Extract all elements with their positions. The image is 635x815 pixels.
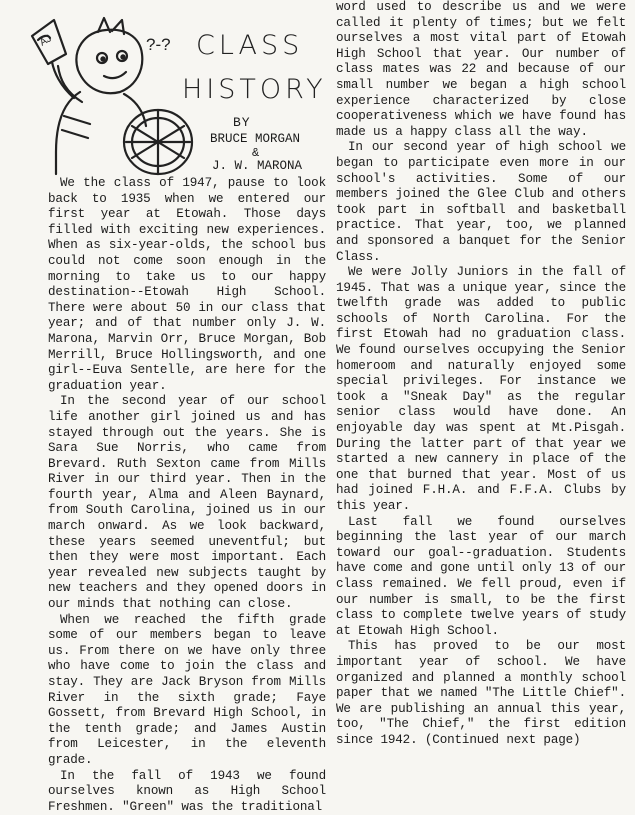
author-ampersand: & <box>252 146 260 160</box>
title-line-2: HISTORY <box>182 74 327 105</box>
paragraph: We the class of 1947, pause to look back to 1935 when we entered our first year at Etowah. Those days filled with exciting new experiences. When as six-year-olds, the school bus could not come soon enough in the morning to take us to our happy destination--Etowah High School. There were about 50 in our class that year; and of that number only J. W. Marona, Marvin Orr, Bruce Morgan, Bob Merrill, Bruce Hollingsworth, and one girl--Euva Sentelle, are here for the graduation year. <box>48 176 326 393</box>
title-line-1: CLASS <box>196 30 304 61</box>
paragraph: When we reached the fifth grade some of our members began to leave us. From there on we have only three who have come to join the class and stay. They are Jack Bryson from Mills River in the sixth grade; Faye Gossett, from Brevard High School, in the tenth grade; and James Austin from Leicester, in the eleventh grade. <box>48 612 326 767</box>
paragraph: This has proved to be our most important year of school. We have organized and planned a monthly school paper that we named "The Little Chief". We are publishing an annual this year, too, "The Chief," the first edition since 1942. (Continued next page) <box>336 639 626 747</box>
chief-mascot-drawing <box>20 6 200 178</box>
author-bruce-morgan: BRUCE MORGAN <box>210 132 301 146</box>
paragraph: In our second year of high school we began to participate even more in our school's activities. Some of our members joined the Glee Club and others took part in softball and basketball practice. That year, too, we planned and sponsored a banquet for the Senior Class. <box>336 140 626 264</box>
paragraph: In the second year of our school life another girl joined us and has stayed through out the years. She is Sara Sue Norris, who came from Brevard. Ruth Sexton came from Mills River in our third year. Then in the fourth year, Alma and Aleen Baynard, from South Carolina, joined us in our march onward. As we look backward, these years seemed uneventful; but then they were most important. Each year revealed new subjects taught by new teachers and they opened doors in our minds that nothing can close. <box>48 394 326 612</box>
title-block <box>0 0 335 178</box>
left-column <box>48 176 326 815</box>
right-column <box>336 0 626 749</box>
byline-by: BY <box>233 115 251 130</box>
author-jw-marona: J. W. MARONA <box>212 159 303 173</box>
paragraph: Last fall we found ourselves beginning the last year of our march toward our goal--graduation. Students have come and gone until only 13 of our class remained. We fell proud, even if our number is small, to be the first class to complete twelve years of study at Etowah High School. <box>336 514 626 638</box>
paragraph: word used to describe us and we were called it plenty of times; but we felt ourselves a most vital part of Etowah High School that year. Our number of class mates was 22 and because of our small number we began a high school experience characterized by close cooperativeness which we have found has made us a happy class all the way. <box>336 0 626 139</box>
question-marks: ?-? <box>146 35 171 54</box>
pennant-lettering: AJ <box>38 33 54 49</box>
paragraph: In the fall of 1943 we found ourselves known as High School Freshmen. "Green" was the traditional <box>48 768 326 814</box>
paragraph: We were Jolly Juniors in the fall of 1945. That was a unique year, since the twelfth grade was added to public schools of North Carolina. For the first Etowah had no graduation class. We found ourselves occupying the Senior homeroom and naturally enjoyed some special privileges. For instance we took a "Sneak Day" as the regular senior class would have done. An enjoyable day was spent at Mt.Pisgah. During the latter part of that year we started a new cannery in place of the one that burned that year. Most of us had joined F.H.A. and F.F.A. Clubs by this year. <box>336 265 626 513</box>
